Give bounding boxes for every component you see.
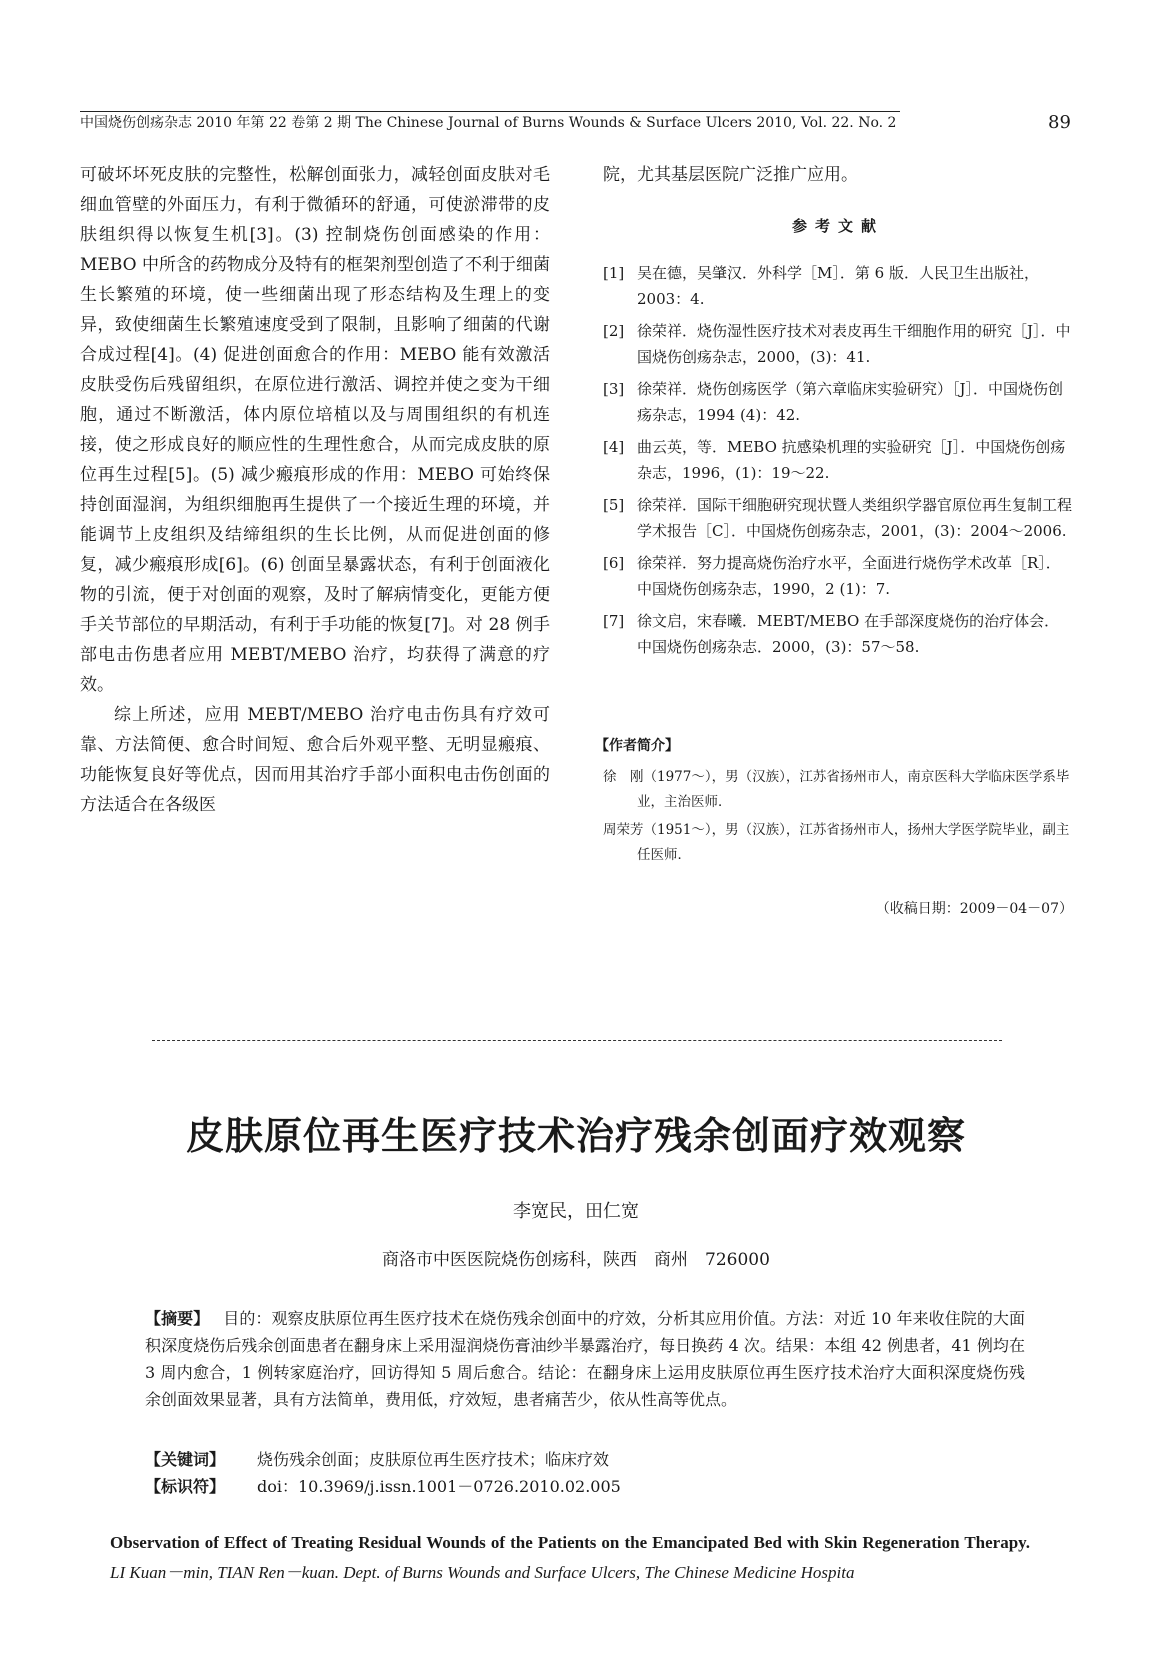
received-date: （收稿日期：2009－04－07） xyxy=(875,901,1073,917)
left-column xyxy=(80,160,550,820)
reference-item xyxy=(603,608,1073,660)
reference-number: [4] xyxy=(603,438,625,456)
body-paragraph: 可破坏坏死皮肤的完整性，松解创面张力，减轻创面皮肤对毛细血管壁的外面压力，有利于微循环的舒通，可使淤滞带的皮肤组织得以恢复生机[3]。(3) 控制烧伤创面感染的作用：MEBO 中所含的药物成分及特有的框架剂型创造了不利于细菌生长繁殖的环境，使一些细菌出现了形态结构及生理上的变异，致使细菌生长繁殖速度受到了限制，且影响了细菌的代谢合成过程[4]。(4) 促进创面愈合的作用：MEBO 能有效激活皮肤受伤后残留组织，在原位进行激活、调控并使之变为干细胞，通过不断激活，体内原位培植以及与周围组织的有机连接，使之形成良好的顺应性的生理性愈合，从而完成皮肤的原位再生过程[5]。(5) 减少瘢痕形成的作用：MEBO 可始终保持创面湿润，为组织细胞再生提供了一个接近生理的环境，并能调节上皮组织及结缔组织的生长比例，从而促进创面的修复，减少瘢痕形成[6]。(6) 创面呈暴露状态，有利于创面液化物的引流，便于对创面的观察，及时了解病情变化，更能方便手关节部位的早期活动，有利于手功能的恢复[7]。对 28 例手部电击伤患者应用 MEBT/MEBO 治疗，均获得了满意的疗效。 xyxy=(80,165,550,695)
abstract-label: 【摘要】 xyxy=(145,1309,210,1328)
identifier-text: doi：10.3969/j.issn.1001－0726.2010.02.005 xyxy=(257,1477,621,1496)
reference-item xyxy=(603,550,1073,602)
header-rule xyxy=(80,111,900,112)
references-heading: 参考文献 xyxy=(791,217,884,235)
reference-item xyxy=(603,318,1073,370)
body-paragraph: 综上所述，应用 MEBT/MEBO 治疗电击伤具有疗效可靠、方法简便、愈合时间短、愈合后外观平整、无明显瘢痕、功能恢复良好等优点，因而用其治疗手部小面积电击伤创面的方法适合在各级医 xyxy=(80,705,550,815)
reference-item xyxy=(603,376,1073,428)
reference-number: [2] xyxy=(603,322,625,340)
reference-list xyxy=(603,260,1073,666)
reference-item xyxy=(603,492,1073,544)
article-affiliation: 商洛市中医医院烧伤创疡科，陕西 商州 726000 xyxy=(382,1250,770,1270)
reference-text: 吴在德，吴肇汉．外科学［M］．第 6 版．人民卫生出版社，2003：4. xyxy=(637,264,1039,308)
reference-number: [7] xyxy=(603,612,625,630)
english-title-block xyxy=(110,1528,1030,1588)
reference-text: 曲云英，等．MEBO 抗感染机理的实验研究［J］．中国烧伤创疡杂志，1996，(1)：19～22. xyxy=(637,438,1066,482)
body-paragraph-continuation: 院，尤其基层医院广泛推广应用。 xyxy=(603,165,858,185)
reference-item xyxy=(603,260,1073,312)
reference-text: 徐荣祥．国际干细胞研究现状暨人类组织学器官原位再生复制工程学术报告［C］．中国烧伤创疡杂志，2001，(3)：2004～2006. xyxy=(637,496,1073,540)
english-authors: LI Kuan－min, TIAN Ren－kuan. Dept. of Burns Wounds and Surface Ulcers, The Chinese Medicine Hospita xyxy=(110,1563,855,1582)
keywords-text: 烧伤残余创面；皮肤原位再生医疗技术；临床疗效 xyxy=(257,1450,610,1469)
author-bio: 徐 刚（1977～），男（汉族），江苏省扬州市人，南京医科大学临床医学系毕业，主治医师． xyxy=(603,769,1070,810)
reference-number: [3] xyxy=(603,380,625,398)
running-header: 中国烧伤创疡杂志 2010 年第 22 卷第 2 期 The Chinese Journal of Burns Wounds & Surface Ulcers 2010, Vol. 22. No. 2 xyxy=(80,115,897,131)
page-number: 89 xyxy=(1048,112,1071,133)
reference-number: [6] xyxy=(603,554,625,572)
article-authors: 李宽民，田仁宽 xyxy=(513,1201,639,1222)
abstract xyxy=(145,1305,1025,1413)
reference-number: [1] xyxy=(603,264,625,282)
author-bio: 周荣芳（1951～），男（汉族），江苏省扬州市人，扬州大学医学院毕业，副主任医师． xyxy=(603,822,1070,863)
english-title: Observation of Effect of Treating Residual Wounds of the Patients on the Emancipated Bed with Skin Regeneration Therapy. xyxy=(110,1533,1030,1552)
abstract-text: 目的：观察皮肤原位再生医疗技术在烧伤残余创面中的疗效，分析其应用价值。方法：对近 10 年来收住院的大面积深度烧伤后残余创面患者在翻身床上采用湿润烧伤膏油纱半暴露治疗，每日换药 4 次。结果：本组 42 例患者，41 例均在 3 周内愈合，1 例转家庭治疗，回访得知 5 周后愈合。结论：在翻身床上运用皮肤原位再生医疗技术治疗大面积深度烧伤残余创面效果显著，具有方法简单，费用低，疗效短，患者痛苦少，依从性高等优点。 xyxy=(145,1309,1025,1409)
keywords-label: 【关键词】 xyxy=(145,1450,226,1469)
author-info-heading: 【作者简介】 xyxy=(595,738,679,754)
identifier-row xyxy=(145,1474,621,1497)
article-title: 皮肤原位再生医疗技术治疗残余创面疗效观察 xyxy=(185,1114,966,1158)
reference-item xyxy=(603,434,1073,486)
reference-text: 徐荣祥．努力提高烧伤治疗水平，全面进行烧伤学术改革［R］．中国烧伤创疡杂志，1990，2 (1)：7. xyxy=(637,554,1061,598)
keywords-row xyxy=(145,1447,609,1470)
reference-text: 徐荣祥．烧伤创疡医学（第六章临床实验研究）［J］．中国烧伤创疡杂志，1994 (4)：42. xyxy=(637,380,1064,424)
identifier-label: 【标识符】 xyxy=(145,1477,226,1496)
right-column-continuation xyxy=(603,160,1073,190)
reference-text: 徐荣祥．烧伤湿性医疗技术对表皮再生干细胞作用的研究［J］．中国烧伤创疡杂志，2000，(3)：41. xyxy=(637,322,1071,366)
reference-number: [5] xyxy=(603,496,625,514)
reference-text: 徐文启，宋春曦．MEBT/MEBO 在手部深度烧伤的治疗体会．中国烧伤创疡杂志．2000，(3)：57～58. xyxy=(637,612,1060,656)
article-divider xyxy=(152,1040,1002,1041)
